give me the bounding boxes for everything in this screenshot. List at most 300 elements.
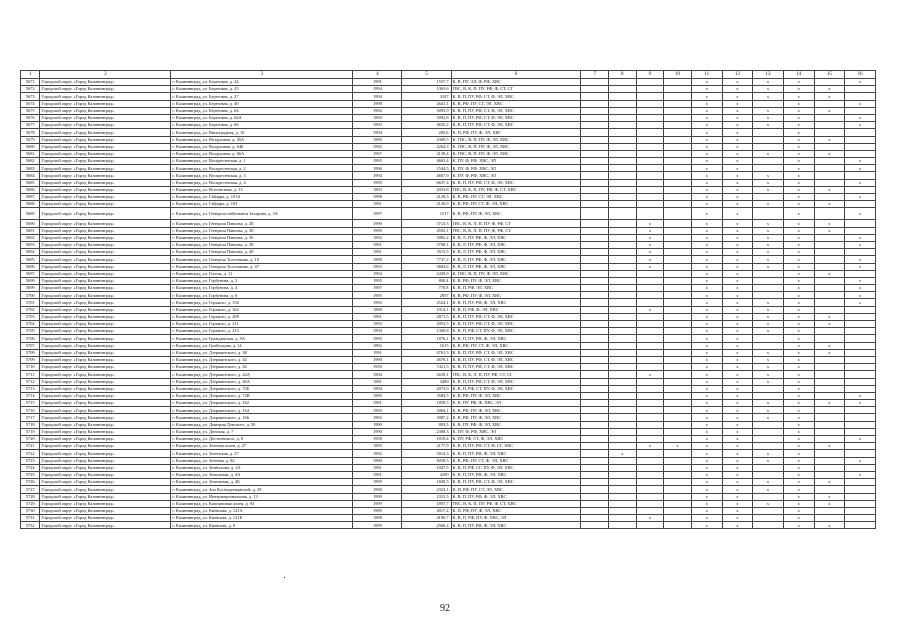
cell-mark-col-16 [845,443,876,450]
cell-mark-col-13 [753,143,784,150]
cell-mark-col-8 [609,335,637,342]
cell-mark-col-8 [609,220,637,227]
cell-mark-col-16 [845,522,876,529]
cell-mark-col-16 [845,479,876,486]
cell-mark-col-11: х [691,342,722,349]
cell-mark-col-8 [609,342,637,349]
cell-mark-col-16 [845,450,876,457]
cell-mark-col-12: х [722,249,753,256]
cell-mark-col-9 [636,328,664,335]
column-header: 2 [40,71,171,79]
cell-mark-col-12: х [722,86,753,93]
cell-mark-col-9 [636,342,664,349]
cell-mark-col-13: х [753,299,784,306]
cell-mark-col-9 [636,378,664,385]
cell-mark-col-12: х [722,186,753,193]
cell-mark-col-12: х [722,194,753,201]
cell-address: г. Калининград, ул. Земельная, д. 4Б [171,479,353,486]
cell-mark-col-8 [609,349,637,356]
cell-mark-col-16 [845,143,876,150]
cell-work-types: К, В, Л, ПУ, РФ, Ф, ЭЛ, ХВС [451,256,581,263]
registry-table-body [21,71,876,529]
cell-area: 3084,1 [402,407,451,414]
cell-mark-col-10 [664,234,692,241]
cell-mark-col-10 [664,114,692,121]
cell-mark-col-11: х [691,220,722,227]
cell-municipality: Городской округ «Город Калининград» [40,172,171,179]
table-row [21,306,876,313]
cell-mark-col-14: х [783,114,814,121]
cell-year: 1995 [353,392,402,399]
cell-address: г. Калининград, ул. Горького, д. 162 [171,306,353,313]
cell-address: г. Калининград, ул. Воскресенская, д. 4 [171,179,353,186]
cell-mark-col-13 [753,136,784,143]
cell-mark-col-10 [664,364,692,371]
cell-mark-col-10 [664,143,692,150]
cell-mark-col-16 [845,407,876,414]
table-row [21,122,876,129]
cell-area: 2871,5 [402,313,451,320]
cell-area: 1544,5 [402,165,451,172]
cell-mark-col-12: х [722,100,753,107]
cell-mark-col-16 [845,107,876,114]
cell-mark-col-7 [581,172,609,179]
cell-work-types: К, П, РФ, ПУ, Ф, ЭЛ, ХВС [451,129,581,136]
cell-mark-col-15: х [814,227,845,234]
table-row [21,220,876,227]
cell-work-types: К, В, П, ПУ, РФ, СТ, Ф, ЭЛ, ХВС [451,93,581,100]
cell-mark-col-15 [814,414,845,421]
cell-row-number: 5700 [21,292,40,299]
cell-year: 1999 [353,479,402,486]
cell-address: г. Калининград, ул. Грибоедова, д. 14 [171,342,353,349]
cell-mark-col-7 [581,249,609,256]
cell-mark-col-8 [609,86,637,93]
cell-area: 6050,5 [402,457,451,464]
cell-mark-col-10 [664,306,692,313]
cell-municipality: Городской округ «Город Калининград» [40,270,171,277]
cell-mark-col-13 [753,208,784,220]
cell-mark-col-9 [636,292,664,299]
cell-work-types: К, В, Л, ПУ, РФ, Ф, ЭЛ, ХВС [451,234,581,241]
cell-mark-col-9 [636,172,664,179]
cell-mark-col-14: х [783,507,814,514]
cell-mark-col-15: х [814,220,845,227]
cell-mark-col-14: х [783,256,814,263]
cell-municipality: Городской округ «Город Калининград» [40,522,171,529]
cell-mark-col-13 [753,436,784,443]
cell-row-number: 5698 [21,277,40,284]
cell-mark-col-11: х [691,321,722,328]
cell-mark-col-11: х [691,249,722,256]
cell-mark-col-14: х [783,392,814,399]
cell-mark-col-7 [581,150,609,157]
cell-mark-col-9 [636,457,664,464]
cell-municipality: Городской округ «Город Калининград» [40,421,171,428]
cell-mark-col-10 [664,428,692,435]
cell-mark-col-12: х [722,313,753,320]
cell-work-types: К, В, П, ПУ, РФ, СТ, Ф, ЭЛ, ХВС [451,479,581,486]
table-row [21,400,876,407]
cell-mark-col-11: х [691,292,722,299]
cell-mark-col-11: х [691,158,722,165]
cell-municipality: Городской округ «Город Калининград» [40,234,171,241]
cell-mark-col-16: х [845,114,876,121]
cell-work-types: К, В, РФ, ПУ, Ф, ЭЛ, ХВС [451,407,581,414]
cell-work-types: К, В, П, ПУ, РФ, СТ, Ф, ЭЛ, ХВС [451,122,581,129]
column-header: 13 [753,71,784,79]
column-header: 6 [451,71,581,79]
cell-mark-col-14: х [783,249,814,256]
cell-mark-col-16: х [845,165,876,172]
cell-area: 2323,1 [402,486,451,493]
cell-work-types: К, ПУ, Ф, РФ, ХВС, ЭЛ [451,165,581,172]
cell-year: 1994 [353,371,402,378]
cell-area: 770,8 [402,285,451,292]
cell-mark-col-10 [664,172,692,179]
table-row [21,471,876,478]
cell-area: 3489 [402,378,451,385]
cell-mark-col-7 [581,136,609,143]
cell-mark-col-13: х [753,306,784,313]
cell-mark-col-8 [609,172,637,179]
cell-mark-col-16: х [845,471,876,478]
cell-mark-col-12: х [722,114,753,121]
cell-mark-col-8 [609,93,637,100]
cell-municipality: Городской округ «Город Калининград» [40,256,171,263]
cell-row-number: 5725 [21,471,40,478]
table-row [21,356,876,363]
column-header: 12 [722,71,753,79]
cell-mark-col-12: х [722,129,753,136]
table-row [21,335,876,342]
cell-mark-col-9 [636,150,664,157]
cell-municipality: Городской округ «Город Калининград» [40,122,171,129]
cell-mark-col-12: х [722,299,753,306]
cell-mark-col-8 [609,107,637,114]
cell-mark-col-8 [609,507,637,514]
cell-area: 1859,5 [402,400,451,407]
cell-mark-col-11: х [691,421,722,428]
cell-mark-col-11: х [691,299,722,306]
cell-row-number: 5724 [21,464,40,471]
cell-mark-col-12: х [722,150,753,157]
table-row [21,321,876,328]
cell-mark-col-8 [609,321,637,328]
cell-mark-col-14: х [783,122,814,129]
cell-mark-col-10 [664,249,692,256]
cell-mark-col-10 [664,241,692,248]
cell-mark-col-15 [814,143,845,150]
cell-mark-col-13: х [753,486,784,493]
cell-mark-col-7 [581,385,609,392]
cell-area: 2641,1 [402,100,451,107]
cell-year: 1990 [353,486,402,493]
cell-municipality: Городской округ «Город Калининград» [40,165,171,172]
cell-mark-col-16: х [845,457,876,464]
cell-mark-col-16 [845,486,876,493]
cell-mark-col-8 [609,249,637,256]
cell-mark-col-15 [814,385,845,392]
cell-mark-col-14: х [783,443,814,450]
cell-mark-col-8 [609,306,637,313]
cell-mark-col-15 [814,471,845,478]
cell-mark-col-12: х [722,385,753,392]
cell-work-types: К, В, П, РФ, СТ, ПУ, Ф, ЭЛ, ХВС [451,385,581,392]
table-row [21,136,876,143]
cell-mark-col-11: х [691,186,722,193]
cell-mark-col-15: х [814,201,845,208]
cell-mark-col-8 [609,328,637,335]
cell-mark-col-12: х [722,270,753,277]
cell-mark-col-9 [636,400,664,407]
cell-area: 3713,3 [402,220,451,227]
cell-mark-col-16: х [845,158,876,165]
cell-mark-col-15 [814,208,845,220]
cell-mark-col-9 [636,179,664,186]
cell-mark-col-15 [814,407,845,414]
cell-mark-col-10 [664,194,692,201]
cell-mark-col-11: х [691,150,722,157]
cell-municipality: Городской округ «Город Калининград» [40,493,171,500]
cell-address: г. Калининград, ул. Береговая, д. 27 [171,93,353,100]
cell-mark-col-11: х [691,414,722,421]
cell-mark-col-10 [664,400,692,407]
cell-mark-col-10 [664,385,692,392]
cell-mark-col-12: х [722,256,753,263]
cell-mark-col-15: х [814,150,845,157]
cell-mark-col-7 [581,277,609,284]
cell-mark-col-9 [636,270,664,277]
cell-mark-col-11: х [691,172,722,179]
cell-mark-col-13: х [753,321,784,328]
cell-area: 3107 [402,93,451,100]
cell-mark-col-8 [609,464,637,471]
cell-mark-col-14: х [783,306,814,313]
cell-mark-col-9 [636,165,664,172]
cell-area: 4017,4 [402,507,451,514]
cell-mark-col-9 [636,321,664,328]
cell-mark-col-10 [664,256,692,263]
cell-mark-col-12: х [722,143,753,150]
cell-mark-col-11: х [691,364,722,371]
cell-row-number: 5696 [21,263,40,270]
cell-mark-col-9 [636,285,664,292]
cell-mark-col-11: х [691,122,722,129]
cell-mark-col-11: х [691,349,722,356]
cell-mark-col-12: х [722,220,753,227]
cell-mark-col-13: х [753,364,784,371]
table-row [21,414,876,421]
cell-mark-col-16: х [845,241,876,248]
cell-municipality: Городской округ «Город Калининград» [40,471,171,478]
cell-mark-col-15 [814,328,845,335]
cell-municipality: Городской округ «Город Калининград» [40,299,171,306]
cell-area: 4761,5 [402,349,451,356]
cell-mark-col-10 [664,277,692,284]
table-row [21,86,876,93]
cell-row-number: 5681 [21,150,40,157]
cell-mark-col-15: х [814,479,845,486]
cell-municipality: Городской округ «Город Калининград» [40,277,171,284]
cell-area: 7421,5 [402,364,451,371]
cell-mark-col-8 [609,421,637,428]
table-row [21,241,876,248]
cell-mark-col-11: х [691,400,722,407]
cell-address: г. Калининград, ул. Горького, д. 213 [171,328,353,335]
cell-work-types: К, В, ПУ, РФ, Ф, ХВС, ЭЛ [451,400,581,407]
cell-mark-col-16 [845,428,876,435]
cell-area: 2639,1 [402,371,451,378]
cell-mark-col-7 [581,100,609,107]
cell-mark-col-16 [845,150,876,157]
cell-mark-col-14: х [783,500,814,507]
cell-mark-col-15 [814,100,845,107]
cell-mark-col-13: х [753,114,784,121]
table-row [21,114,876,121]
cell-mark-col-7 [581,79,609,86]
cell-area: 1365,6 [402,86,451,93]
cell-mark-col-16 [845,464,876,471]
cell-municipality: Городской округ «Город Калининград» [40,143,171,150]
cell-mark-col-8 [609,285,637,292]
cell-mark-col-14: х [783,436,814,443]
cell-mark-col-7 [581,378,609,385]
cell-row-number: 5715 [21,400,40,407]
cell-mark-col-9: х [636,371,664,378]
cell-mark-col-7 [581,500,609,507]
cell-mark-col-14: х [783,414,814,421]
cell-mark-col-13: х [753,479,784,486]
cell-mark-col-9 [636,392,664,399]
cell-area: 1360,8 [402,328,451,335]
cell-row-number: 5683 [21,165,40,172]
cell-mark-col-12: х [722,306,753,313]
cell-mark-col-16 [845,93,876,100]
table-row [21,443,876,450]
cell-row-number: 5671 [21,79,40,86]
cell-mark-col-11: х [691,356,722,363]
cell-mark-col-10 [664,356,692,363]
cell-mark-col-9: х [636,220,664,227]
cell-mark-col-15 [814,421,845,428]
cell-mark-col-7 [581,194,609,201]
cell-year: 1990 [353,421,402,428]
cell-work-types: К, П, РФ, ПУ, СТ, ЭЛ, ХВС [451,486,581,493]
cell-municipality: Городской округ «Город Калининград» [40,407,171,414]
cell-mark-col-13: х [753,227,784,234]
cell-mark-col-7 [581,299,609,306]
table-row [21,392,876,399]
cell-municipality: Городской округ «Город Калининград» [40,335,171,342]
cell-mark-col-9 [636,201,664,208]
cell-mark-col-15: х [814,93,845,100]
cell-mark-col-10 [664,93,692,100]
cell-mark-col-9 [636,486,664,493]
cell-area: 3082,2 [402,234,451,241]
cell-mark-col-15: х [814,400,845,407]
cell-mark-col-15 [814,335,845,342]
cell-year: 1989 [353,507,402,514]
cell-mark-col-11: х [691,428,722,435]
cell-mark-col-11: х [691,378,722,385]
cell-year: 1892 [353,342,402,349]
cell-area: 1897,7 [402,500,451,507]
column-header: 5 [402,71,451,79]
cell-row-number: 5703 [21,313,40,320]
cell-mark-col-7 [581,486,609,493]
cell-mark-col-14: х [783,385,814,392]
cell-mark-col-12: х [722,443,753,450]
cell-area: 2177,9 [402,443,451,450]
cell-mark-col-16: х [845,234,876,241]
cell-row-number: 5687 [21,194,40,201]
cell-area: 3087,2 [402,414,451,421]
cell-mark-col-7 [581,114,609,121]
cell-mark-col-11: х [691,114,722,121]
cell-address: г. Калининград, ул. Горбунова, д. 6 [171,292,353,299]
cell-mark-col-15: х [814,86,845,93]
cell-mark-col-11: х [691,241,722,248]
table-row [21,100,876,107]
cell-mark-col-16 [845,507,876,514]
cell-row-number: 5677 [21,122,40,129]
cell-mark-col-11: х [691,450,722,457]
cell-mark-col-10 [664,270,692,277]
cell-mark-col-15 [814,194,845,201]
cell-address: г. Калининград, ул. Киевская, д. 121Б [171,515,353,522]
cell-mark-col-15 [814,428,845,435]
cell-work-types: К, П, РФ, ПУ, Ф, ЭЛ, ХВС [451,507,581,514]
cell-mark-col-16 [845,421,876,428]
cell-address: г. Калининград, ул. Генерала Павлова, д. 36 [171,234,353,241]
cell-mark-col-14: х [783,522,814,529]
cell-area: 3708,1 [402,241,451,248]
cell-mark-col-16 [845,129,876,136]
cell-mark-col-9 [636,107,664,114]
cell-mark-col-10 [664,86,692,93]
table-row [21,349,876,356]
cell-mark-col-14: х [783,129,814,136]
cell-mark-col-15 [814,464,845,471]
cell-mark-col-11: х [691,263,722,270]
cell-mark-col-13 [753,493,784,500]
cell-mark-col-13 [753,158,784,165]
cell-mark-col-13 [753,428,784,435]
cell-area: 4676,1 [402,356,451,363]
cell-municipality: Городской округ «Город Калининград» [40,107,171,114]
cell-address: г. Калининград, ул. Всесоюзная, д. 13 [171,186,353,193]
cell-mark-col-10 [664,500,692,507]
cell-mark-col-8 [609,143,637,150]
cell-mark-col-10 [664,349,692,356]
cell-mark-col-11: х [691,371,722,378]
cell-address: г. Калининград, ул. Дзержинского, д. 72Б [171,385,353,392]
cell-address: г. Калининград, ул. Береговая, д. 66 [171,122,353,129]
cell-mark-col-14: х [783,143,814,150]
cell-work-types: К, В, П, ПУ, РФ, СТ, Ф, ЭЛ, ХВС [451,349,581,356]
cell-mark-col-16 [845,356,876,363]
cell-mark-col-11: х [691,136,722,143]
cell-mark-col-16 [845,378,876,385]
cell-mark-col-12: х [722,507,753,514]
column-header: 8 [609,71,637,79]
cell-municipality: Городской округ «Город Калининград» [40,356,171,363]
cell-mark-col-14: х [783,471,814,478]
cell-mark-col-12: х [722,378,753,385]
cell-mark-col-13 [753,342,784,349]
cell-municipality: Городской округ «Город Калининград» [40,93,171,100]
